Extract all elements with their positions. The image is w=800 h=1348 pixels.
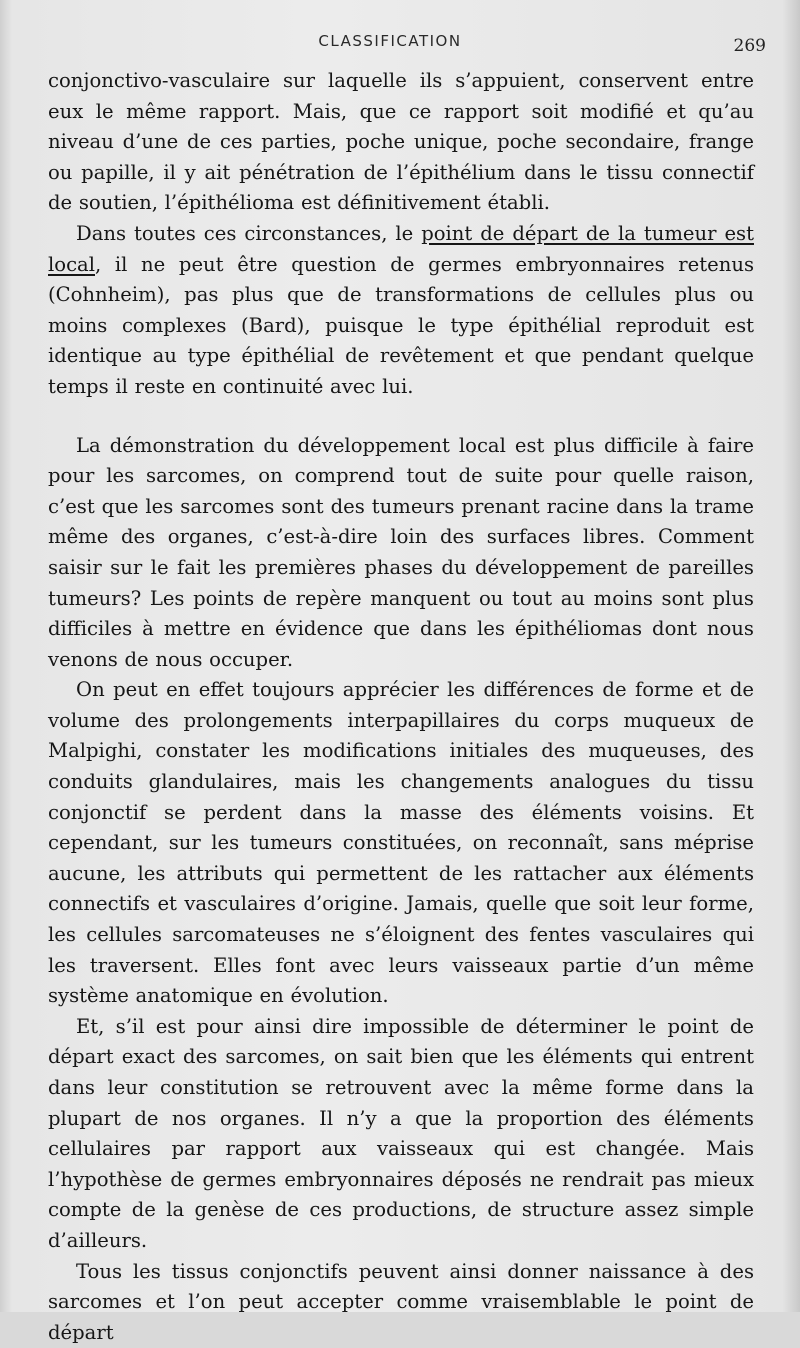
paragraph-text: conjonctivo-vasculaire sur laquelle ils s’appuient, conservent entre eux le même rapport. Mais, que ce rapport soit modifié et qu’au niveau d’une de ces parties, poche unique, poche secondaire, frange ou papille, il y ait pénétration de l’épithélium dans le tissu connectif de soutien, l’épithélioma est définitivement établi. — [48, 69, 754, 215]
paragraph-sarcoma-demonstration — [48, 431, 754, 676]
paragraph-differences — [48, 675, 754, 1012]
paragraph-local-origin — [48, 219, 754, 403]
paragraph-continuation — [48, 66, 754, 219]
paragraph-text: Dans toutes ces circonstances, le — [76, 221, 422, 245]
paragraph-connective-tissues — [48, 1257, 754, 1348]
underlined-phrase: point de départ de la tumeur est local — [48, 221, 754, 276]
paragraph-text: Et, s’il est pour ainsi dire impossible de déterminer le point de départ exact des sarcomes, on sait bien que les éléments qui entrent dans leur constitution se retrouvent avec la même forme dans la plupart de nos organes. Il n’y a que la proportion des éléments cellulaires par rapport aux vaisseaux qui est changée. Mais l’hypothèse de germes embryonnaires déposés ne rendrait pas mieux compte de la genèse de ces productions, de structure assez simple d’ailleurs. — [48, 1014, 754, 1252]
paragraph-text: Tous les tissus conjonctifs peuvent ainsi donner naissance à des sarcomes et l’on peut accepter comme vraisemblable le point de départ — [48, 1259, 754, 1344]
page-number: 269 — [733, 36, 766, 56]
running-title: CLASSIFICATION — [318, 32, 462, 50]
paragraph-starting-point — [48, 1012, 754, 1257]
paragraph-text: La démonstration du développement local est plus difficile à faire pour les sarcomes, on comprend tout de suite pour quelle raison, c’est que les sarcomes sont des tumeurs prenant racine dans la trame même des organes, c’est-à-dire loin des surfaces libres. Comment saisir sur le fait les premières phases du développement de pareilles tumeurs? Les points de repère manquent ou tout au moins sont plus difficiles à mettre en évidence que dans les épithéliomas dont nous venons de nous occuper. — [48, 433, 754, 671]
paragraph-text: , il ne peut être question de germes embryonnaires retenus (Cohnheim), pas plus que de transformations de cellules plus ou moins complexes (Bard), puisque le type épithélial reproduit est identique au type épithélial de revêtement et que pendant quelque temps il reste en continuité avec lui. — [48, 252, 754, 398]
paragraph-text: On peut en effet toujours apprécier les différences de forme et de volume des prolongements interpapillaires du corps muqueux de Malpighi, constater les modifications initiales des muqueuses, des conduits glandulaires, mais les changements analogues du tissu conjonctif se perdent dans la masse des éléments voisins. Et cependant, sur les tumeurs constituées, on reconnaît, sans méprise aucune, les attributs qui permettent de les rattacher aux éléments connectifs et vasculaires d’origine. Jamais, quelle que soit leur forme, les cellules sarcomateuses ne s’éloignent des fentes vasculaires qui les traversent. Elles font avec leurs vaisseaux partie d’un même système anatomique en évolution. — [48, 678, 754, 1008]
running-header — [0, 30, 800, 56]
text-body — [48, 66, 754, 1348]
